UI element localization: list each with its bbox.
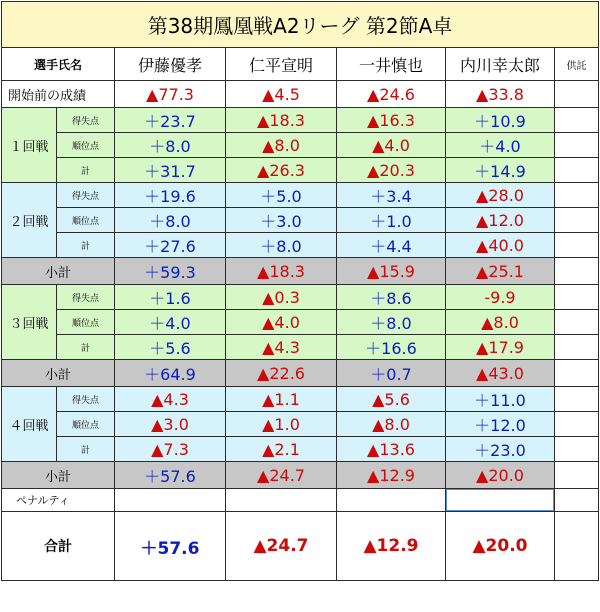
subtotal-4-label[interactable]: 小計 — [2, 462, 115, 489]
deposit-cell[interactable] — [555, 335, 599, 360]
round-1-rank-label[interactable]: 順位点 — [57, 133, 115, 158]
player-name-3[interactable]: 一井慎也 — [337, 48, 446, 81]
round-1-sum-cell[interactable]: ＋31.7 — [115, 158, 226, 183]
subtotal-2-cell[interactable]: ▲25.1 — [446, 258, 555, 285]
round-4-rank-label[interactable]: 順位点 — [57, 412, 115, 437]
subtotal-2-cell[interactable]: ＋59.3 — [115, 258, 226, 285]
player-name-1[interactable]: 伊藤優孝 — [115, 48, 226, 81]
round-1-score-cell[interactable]: ▲16.3 — [337, 108, 446, 133]
round-1-label[interactable]: １回戦 — [2, 108, 57, 183]
deposit-header[interactable]: 供託 — [555, 48, 599, 81]
deposit-cell[interactable] — [555, 360, 599, 387]
round-2-score-cell[interactable]: ＋3.4 — [337, 183, 446, 208]
score-sheet — [1, 1, 598, 610]
deposit-cell[interactable] — [555, 208, 599, 233]
round-2-sum-cell[interactable]: ＋8.0 — [226, 233, 337, 258]
deposit-cell[interactable] — [555, 462, 599, 489]
deposit-cell[interactable] — [555, 81, 599, 108]
deposit-cell[interactable] — [555, 108, 599, 133]
round-1-rank-cell[interactable]: ▲4.0 — [337, 133, 446, 158]
round-3-rank-cell[interactable]: ▲4.0 — [226, 310, 337, 335]
round-1-sum-cell[interactable]: ▲26.3 — [226, 158, 337, 183]
round-4-label[interactable]: ４回戦 — [2, 387, 57, 462]
round-3-rank-cell[interactable]: ＋8.0 — [337, 310, 446, 335]
deposit-cell[interactable] — [555, 183, 599, 208]
round-3-label[interactable]: ３回戦 — [2, 285, 57, 360]
round-4-score-cell[interactable]: ＋11.0 — [446, 387, 555, 412]
subtotal-3-cell[interactable]: ▲43.0 — [446, 360, 555, 387]
round-2-score-label[interactable]: 得失点 — [57, 183, 115, 208]
player-name-4[interactable]: 内川幸太郎 — [446, 48, 555, 81]
penalty-cell[interactable] — [115, 489, 226, 512]
round-4-sum-cell[interactable]: ＋23.0 — [446, 437, 555, 462]
round-3-sum-cell[interactable]: ＋16.6 — [337, 335, 446, 360]
round-1-rank-cell[interactable]: ▲8.0 — [226, 133, 337, 158]
round-2-sum-cell[interactable]: ＋27.6 — [115, 233, 226, 258]
penalty-label[interactable]: ペナルティ — [2, 489, 115, 512]
round-3-sum-cell[interactable]: ▲4.3 — [226, 335, 337, 360]
round-1-score-cell[interactable]: ▲18.3 — [226, 108, 337, 133]
round-2-rank-cell[interactable]: ＋1.0 — [337, 208, 446, 233]
round-1-sum-cell[interactable]: ＋14.9 — [446, 158, 555, 183]
subtotal-2-cell[interactable]: ▲15.9 — [337, 258, 446, 285]
round-2-rank-cell[interactable]: ＋8.0 — [115, 208, 226, 233]
total-label[interactable]: 合計 — [2, 512, 115, 581]
round-3-score-cell[interactable]: ＋8.6 — [337, 285, 446, 310]
round-2-sum-cell[interactable]: ＋4.4 — [337, 233, 446, 258]
subtotal-2-cell[interactable]: ▲18.3 — [226, 258, 337, 285]
player-name-2[interactable]: 仁平宣明 — [226, 48, 337, 81]
penalty-cell-selected[interactable] — [446, 489, 555, 512]
round-2-score-cell[interactable]: ▲28.0 — [446, 183, 555, 208]
player-name-header[interactable]: 選手氏名 — [2, 48, 115, 81]
round-4-sum-cell[interactable]: ▲13.6 — [337, 437, 446, 462]
deposit-cell[interactable] — [555, 258, 599, 285]
round-4-score-cell[interactable]: ▲5.6 — [337, 387, 446, 412]
round-3-sum-label[interactable]: 計 — [57, 335, 115, 360]
round-1-sum-label[interactable]: 計 — [57, 158, 115, 183]
round-4-rank-cell[interactable]: ▲8.0 — [337, 412, 446, 437]
round-3-score-cell[interactable]: ▲0.3 — [226, 285, 337, 310]
round-4-score-label[interactable]: 得失点 — [57, 387, 115, 412]
round-1-score-cell[interactable]: ＋10.9 — [446, 108, 555, 133]
round-4-score-cell[interactable]: ▲1.1 — [226, 387, 337, 412]
subtotal-3-label[interactable]: 小計 — [2, 360, 115, 387]
round-1-rank-cell[interactable]: ＋4.0 — [446, 133, 555, 158]
subtotal-3-cell[interactable]: ＋0.7 — [337, 360, 446, 387]
total-cell[interactable]: ▲20.0 — [446, 512, 555, 581]
round-4-sum-cell[interactable]: ▲7.3 — [115, 437, 226, 462]
deposit-cell[interactable] — [555, 233, 599, 258]
round-3-score-cell[interactable]: -9.9 — [446, 285, 555, 310]
deposit-cell[interactable] — [555, 285, 599, 310]
total-cell[interactable]: ▲24.7 — [226, 512, 337, 581]
round-2-rank-label[interactable]: 順位点 — [57, 208, 115, 233]
round-3-score-label[interactable]: 得失点 — [57, 285, 115, 310]
score-table — [1, 1, 599, 581]
start-score-cell[interactable]: ▲33.8 — [446, 81, 555, 108]
deposit-cell[interactable] — [555, 512, 599, 581]
subtotal-4-cell[interactable]: ▲20.0 — [446, 462, 555, 489]
round-1-score-label[interactable]: 得失点 — [57, 108, 115, 133]
round-4-rank-cell[interactable]: ▲1.0 — [226, 412, 337, 437]
subtotal-2-label[interactable]: 小計 — [2, 258, 115, 285]
deposit-cell[interactable] — [555, 158, 599, 183]
subtotal-4-cell[interactable]: ▲24.7 — [226, 462, 337, 489]
round-3-rank-cell[interactable]: ＋4.0 — [115, 310, 226, 335]
deposit-cell[interactable] — [555, 310, 599, 335]
round-1-sum-cell[interactable]: ▲20.3 — [337, 158, 446, 183]
round-4-score-cell[interactable]: ▲4.3 — [115, 387, 226, 412]
round-3-rank-label[interactable]: 順位点 — [57, 310, 115, 335]
start-score-cell[interactable]: ▲77.3 — [115, 81, 226, 108]
subtotal-4-cell[interactable]: ▲12.9 — [337, 462, 446, 489]
round-2-sum-label[interactable]: 計 — [57, 233, 115, 258]
round-4-rank-cell[interactable]: ＋12.0 — [446, 412, 555, 437]
round-4-rank-cell[interactable]: ▲3.0 — [115, 412, 226, 437]
penalty-cell[interactable] — [226, 489, 337, 512]
deposit-cell[interactable] — [555, 412, 599, 437]
round-2-score-cell[interactable]: ＋5.0 — [226, 183, 337, 208]
start-score-cell[interactable]: ▲24.6 — [337, 81, 446, 108]
deposit-cell[interactable] — [555, 133, 599, 158]
subtotal-3-cell[interactable]: ▲22.6 — [226, 360, 337, 387]
total-cell[interactable]: ＋57.6 — [115, 512, 226, 581]
deposit-cell[interactable] — [555, 437, 599, 462]
round-2-label[interactable]: ２回戦 — [2, 183, 57, 258]
subtotal-3-cell[interactable]: ＋64.9 — [115, 360, 226, 387]
round-1-rank-cell[interactable]: ＋8.0 — [115, 133, 226, 158]
deposit-cell[interactable] — [555, 387, 599, 412]
round-1-score-cell[interactable]: ＋23.7 — [115, 108, 226, 133]
round-3-sum-cell[interactable]: ＋5.6 — [115, 335, 226, 360]
round-2-rank-cell[interactable]: ▲12.0 — [446, 208, 555, 233]
subtotal-4-cell[interactable]: ＋57.6 — [115, 462, 226, 489]
total-cell[interactable]: ▲12.9 — [337, 512, 446, 581]
start-score-cell[interactable]: ▲4.5 — [226, 81, 337, 108]
penalty-cell[interactable] — [337, 489, 446, 512]
deposit-cell[interactable] — [555, 489, 599, 512]
round-2-sum-cell[interactable]: ▲40.0 — [446, 233, 555, 258]
sheet-title[interactable]: 第38期鳳凰戦A2リーグ 第2節A卓 — [2, 2, 599, 48]
start-score-label[interactable]: 開始前の成績 — [2, 81, 115, 108]
round-4-sum-cell[interactable]: ▲2.1 — [226, 437, 337, 462]
round-2-score-cell[interactable]: ＋19.6 — [115, 183, 226, 208]
round-3-rank-cell[interactable]: ▲8.0 — [446, 310, 555, 335]
round-3-sum-cell[interactable]: ▲17.9 — [446, 335, 555, 360]
round-4-sum-label[interactable]: 計 — [57, 437, 115, 462]
round-3-score-cell[interactable]: ＋1.6 — [115, 285, 226, 310]
round-2-rank-cell[interactable]: ＋3.0 — [226, 208, 337, 233]
